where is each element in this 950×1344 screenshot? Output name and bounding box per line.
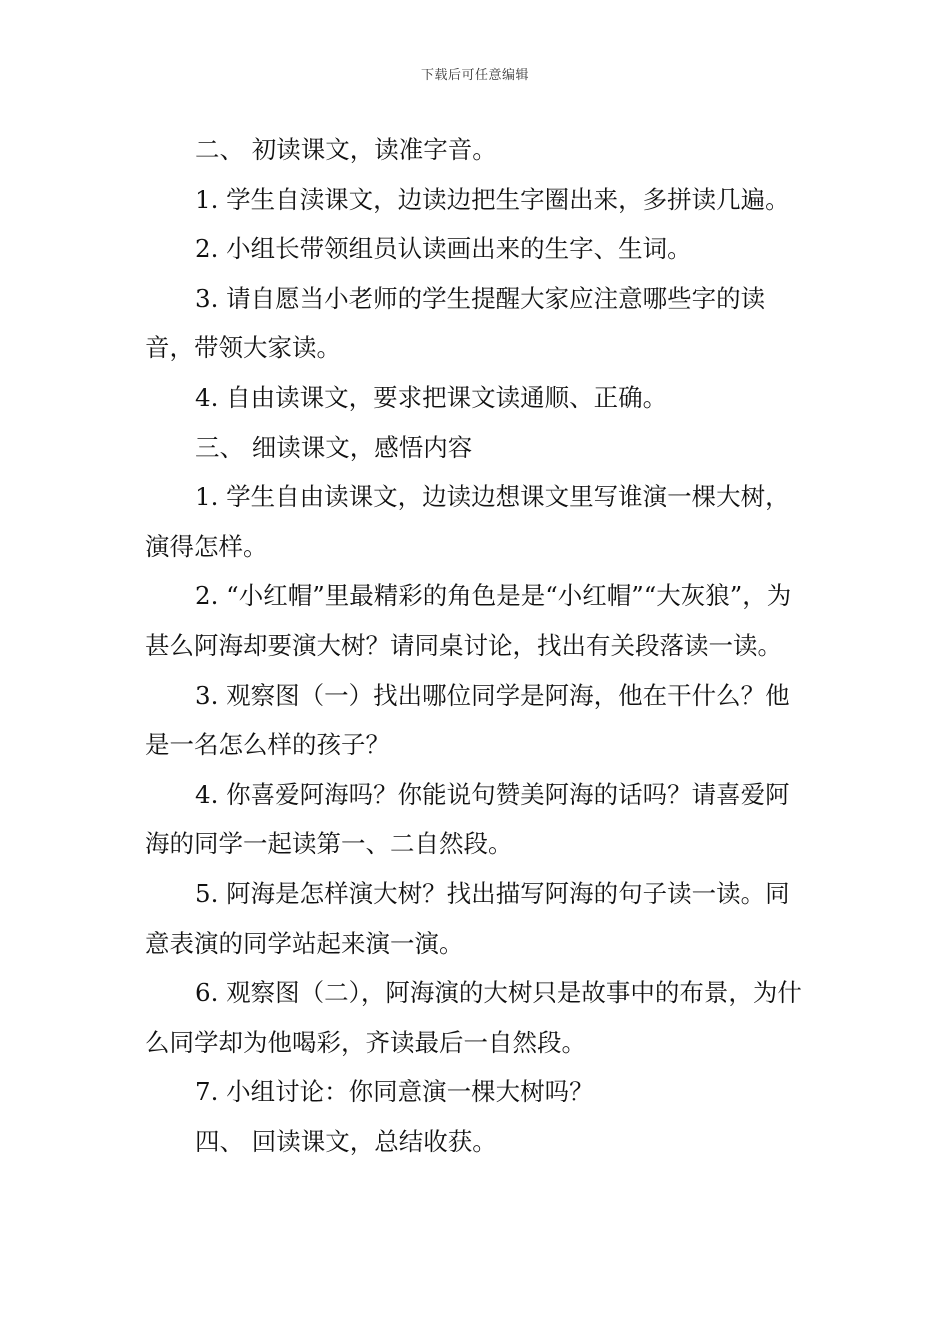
list-item: 5. 阿海是怎样演大树？找出描写阿海的句子读一读。同意表演的同学站起来演一演。 — [145, 878, 790, 958]
list-item: 1. 学生自渎课文，边读边把生字圈出来，多拼读几遍。 — [195, 184, 790, 214]
list-item: 2. “小红帽”里最精彩的角色是是“小红帽”“大灰狼”，为甚么阿海却要演大树？请同桌讨论，找出有关段落读一读。 — [145, 581, 792, 660]
list-item: 4. 自由读课文，要求把课文读通顺、正确。 — [195, 382, 668, 412]
list-item: 1. 学生自由读课文，边读边想课文里写谁演一棵大树，演得怎样。 — [145, 482, 790, 561]
page-header: 下载后可任意编辑 — [420, 68, 529, 83]
section-heading-4: 四、 回读课文，总结收获。 — [195, 1126, 497, 1156]
list-item: 3. 观察图（一）找出哪位同学是阿海，他在干什么？他是一名怎么样的孩子？ — [145, 680, 790, 760]
section-heading-2: 二、 初读课文，读准字音。 — [195, 135, 497, 164]
list-item: 3. 请自愿当小老师的学生提醒大家应注意哪些字的读音，带领大家读。 — [145, 283, 766, 363]
list-item: 2. 小组长带领组员认读画出来的生字、生词。 — [195, 234, 692, 264]
document-body — [145, 125, 810, 1166]
list-item: 7. 小组讨论：你同意演一棵大树吗？ — [195, 1077, 594, 1107]
list-item: 4. 你喜爱阿海吗？你能说句赞美阿海的话吗？请喜爱阿海的同学一起读第一、二自然段。 — [145, 779, 790, 859]
section-heading-3: 三、 细读课文，感悟内容 — [195, 432, 473, 462]
list-item: 6. 观察图（二），阿海演的大树只是故事中的布景，为什么同学却为他喝彩，齐读最后一自然段。 — [145, 978, 802, 1057]
